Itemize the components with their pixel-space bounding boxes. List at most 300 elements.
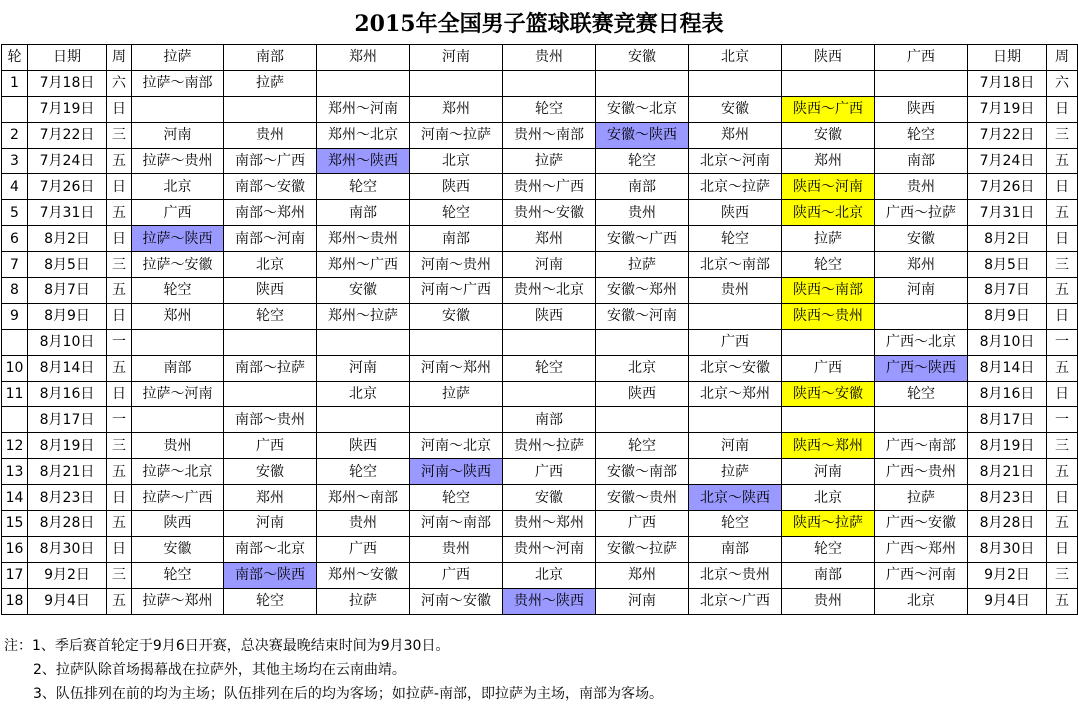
cell-shaanxi: 陕西～北京 xyxy=(782,200,875,226)
cell-nanbu: 南部～安徽 xyxy=(224,174,317,200)
cell-anhui xyxy=(596,407,689,433)
cell-date-right: 8月17日 xyxy=(968,407,1047,433)
cell-guizhou: 北京 xyxy=(503,562,596,588)
cell-shaanxi: 陕西～安徽 xyxy=(782,381,875,407)
cell-anhui: 安徽～广西 xyxy=(596,226,689,252)
cell-date: 8月16日 xyxy=(28,381,107,407)
cell-nanbu: 拉萨 xyxy=(224,70,317,96)
cell-henan: 河南～广西 xyxy=(410,278,503,304)
cell-henan: 南部 xyxy=(410,226,503,252)
cell-nanbu xyxy=(224,96,317,122)
cell-shaanxi: 郑州 xyxy=(782,148,875,174)
cell-guangxi: 广西～安徽 xyxy=(875,511,968,537)
cell-beijing: 贵州 xyxy=(689,278,782,304)
cell-weekday-right: 五 xyxy=(1047,355,1078,381)
header-team-nanbu: 南部 xyxy=(224,45,317,71)
cell-lasa: 拉萨～安徽 xyxy=(132,252,224,278)
cell-nanbu: 广西 xyxy=(224,433,317,459)
cell-beijing xyxy=(689,303,782,329)
cell-henan: 郑州 xyxy=(410,96,503,122)
cell-beijing: 广西 xyxy=(689,329,782,355)
cell-anhui: 轮空 xyxy=(596,433,689,459)
cell-zhengzhou: 轮空 xyxy=(317,174,410,200)
cell-guangxi: 南部 xyxy=(875,148,968,174)
cell-zhengzhou: 贵州 xyxy=(317,511,410,537)
cell-weekday: 五 xyxy=(107,588,132,614)
cell-zhengzhou: 郑州～陕西 xyxy=(317,148,410,174)
table-row xyxy=(2,200,1078,226)
cell-zhengzhou: 轮空 xyxy=(317,459,410,485)
cell-anhui: 河南 xyxy=(596,588,689,614)
cell-beijing: 安徽 xyxy=(689,96,782,122)
cell-shaanxi: 陕西～南部 xyxy=(782,278,875,304)
cell-weekday: 日 xyxy=(107,536,132,562)
cell-weekday-right: 六 xyxy=(1047,70,1078,96)
cell-lasa: 陕西 xyxy=(132,511,224,537)
cell-zhengzhou: 郑州～广西 xyxy=(317,252,410,278)
header-team-beijing: 北京 xyxy=(689,45,782,71)
table-row xyxy=(2,355,1078,381)
cell-weekday-right: 三 xyxy=(1047,562,1078,588)
cell-date-right: 9月2日 xyxy=(968,562,1047,588)
cell-lasa: 拉萨～陕西 xyxy=(132,226,224,252)
cell-weekday-right: 五 xyxy=(1047,278,1078,304)
cell-lasa: 拉萨～郑州 xyxy=(132,588,224,614)
cell-round: 4 xyxy=(2,174,28,200)
cell-date-right: 8月21日 xyxy=(968,459,1047,485)
cell-anhui: 安徽～郑州 xyxy=(596,278,689,304)
cell-lasa: 轮空 xyxy=(132,562,224,588)
cell-beijing xyxy=(689,70,782,96)
cell-guangxi: 广西～陕西 xyxy=(875,355,968,381)
cell-date: 8月5日 xyxy=(28,252,107,278)
cell-shaanxi: 陕西～郑州 xyxy=(782,433,875,459)
cell-weekday: 五 xyxy=(107,148,132,174)
cell-date: 9月2日 xyxy=(28,562,107,588)
cell-nanbu: 贵州 xyxy=(224,122,317,148)
cell-nanbu: 南部～河南 xyxy=(224,226,317,252)
cell-lasa: 轮空 xyxy=(132,278,224,304)
cell-guizhou xyxy=(503,70,596,96)
table-row xyxy=(2,562,1078,588)
cell-guizhou: 贵州～安徽 xyxy=(503,200,596,226)
cell-round: 14 xyxy=(2,485,28,511)
cell-lasa: 北京 xyxy=(132,174,224,200)
cell-date-right: 8月23日 xyxy=(968,485,1047,511)
table-row xyxy=(2,96,1078,122)
cell-lasa xyxy=(132,329,224,355)
cell-lasa: 拉萨～河南 xyxy=(132,381,224,407)
cell-guangxi xyxy=(875,70,968,96)
cell-nanbu: 轮空 xyxy=(224,303,317,329)
cell-guangxi: 贵州 xyxy=(875,174,968,200)
cell-guizhou: 轮空 xyxy=(503,355,596,381)
cell-weekday: 五 xyxy=(107,459,132,485)
cell-date-right: 8月19日 xyxy=(968,433,1047,459)
cell-beijing: 北京～安徽 xyxy=(689,355,782,381)
cell-nanbu: 郑州 xyxy=(224,485,317,511)
cell-shaanxi: 轮空 xyxy=(782,252,875,278)
cell-beijing: 南部 xyxy=(689,536,782,562)
cell-anhui: 南部 xyxy=(596,174,689,200)
cell-anhui: 陕西 xyxy=(596,381,689,407)
cell-zhengzhou: 河南 xyxy=(317,355,410,381)
cell-guangxi: 广西～拉萨 xyxy=(875,200,968,226)
cell-lasa xyxy=(132,96,224,122)
cell-henan: 轮空 xyxy=(410,200,503,226)
cell-anhui: 安徽～陕西 xyxy=(596,122,689,148)
cell-date: 7月24日 xyxy=(28,148,107,174)
header-team-guangxi: 广西 xyxy=(875,45,968,71)
cell-round: 18 xyxy=(2,588,28,614)
table-row xyxy=(2,278,1078,304)
cell-date-right: 9月4日 xyxy=(968,588,1047,614)
cell-nanbu: 南部～贵州 xyxy=(224,407,317,433)
cell-weekday-right: 日 xyxy=(1047,96,1078,122)
cell-henan xyxy=(410,70,503,96)
cell-nanbu xyxy=(224,329,317,355)
cell-guangxi xyxy=(875,303,968,329)
cell-date-right: 7月22日 xyxy=(968,122,1047,148)
cell-nanbu xyxy=(224,381,317,407)
cell-round xyxy=(2,329,28,355)
cell-zhengzhou: 郑州～河南 xyxy=(317,96,410,122)
cell-round: 11 xyxy=(2,381,28,407)
cell-lasa: 贵州 xyxy=(132,433,224,459)
note-3: 3、队伍排列在前的均为主场；队伍排列在后的均为客场；如拉萨-南部，即拉萨为主场，南部为客场。 xyxy=(33,686,663,702)
table-row xyxy=(2,329,1078,355)
page-title: 2015年全国男子篮球联赛竞赛日程表 xyxy=(354,10,724,37)
cell-henan: 安徽 xyxy=(410,303,503,329)
cell-date-right: 8月5日 xyxy=(968,252,1047,278)
cell-round: 5 xyxy=(2,200,28,226)
cell-date-right: 7月26日 xyxy=(968,174,1047,200)
cell-round: 12 xyxy=(2,433,28,459)
header-date: 日期 xyxy=(28,45,107,71)
cell-anhui: 安徽～河南 xyxy=(596,303,689,329)
cell-guizhou: 轮空 xyxy=(503,96,596,122)
header-team-anhui: 安徽 xyxy=(596,45,689,71)
cell-nanbu: 北京 xyxy=(224,252,317,278)
notes xyxy=(4,634,1074,706)
cell-weekday: 三 xyxy=(107,252,132,278)
cell-nanbu: 南部～北京 xyxy=(224,536,317,562)
cell-beijing xyxy=(689,407,782,433)
cell-beijing: 北京～河南 xyxy=(689,148,782,174)
cell-shaanxi: 拉萨 xyxy=(782,226,875,252)
cell-anhui: 拉萨 xyxy=(596,252,689,278)
cell-beijing: 轮空 xyxy=(689,511,782,537)
cell-date: 8月19日 xyxy=(28,433,107,459)
cell-weekday: 一 xyxy=(107,329,132,355)
cell-beijing: 北京～拉萨 xyxy=(689,174,782,200)
cell-guizhou: 贵州～陕西 xyxy=(503,588,596,614)
cell-anhui: 轮空 xyxy=(596,148,689,174)
header-round: 轮 xyxy=(2,45,28,71)
table-row xyxy=(2,70,1078,96)
cell-guizhou: 贵州～广西 xyxy=(503,174,596,200)
cell-lasa: 河南 xyxy=(132,122,224,148)
cell-date-right: 8月14日 xyxy=(968,355,1047,381)
cell-henan: 广西 xyxy=(410,562,503,588)
cell-shaanxi: 安徽 xyxy=(782,122,875,148)
cell-weekday-right: 日 xyxy=(1047,174,1078,200)
cell-henan: 河南～郑州 xyxy=(410,355,503,381)
cell-date: 8月9日 xyxy=(28,303,107,329)
cell-henan: 北京 xyxy=(410,148,503,174)
cell-anhui: 安徽～贵州 xyxy=(596,485,689,511)
cell-guangxi: 郑州 xyxy=(875,252,968,278)
cell-zhengzhou xyxy=(317,329,410,355)
table-row xyxy=(2,536,1078,562)
cell-beijing: 河南 xyxy=(689,433,782,459)
cell-date-right: 7月18日 xyxy=(968,70,1047,96)
cell-weekday-right: 日 xyxy=(1047,303,1078,329)
cell-lasa xyxy=(132,407,224,433)
cell-shaanxi: 河南 xyxy=(782,459,875,485)
header-team-lasa: 拉萨 xyxy=(132,45,224,71)
cell-nanbu: 安徽 xyxy=(224,459,317,485)
cell-guangxi: 广西～贵州 xyxy=(875,459,968,485)
cell-weekday: 日 xyxy=(107,381,132,407)
cell-round xyxy=(2,96,28,122)
cell-date-right: 7月24日 xyxy=(968,148,1047,174)
cell-weekday-right: 三 xyxy=(1047,122,1078,148)
cell-anhui: 安徽～拉萨 xyxy=(596,536,689,562)
cell-weekday-right: 五 xyxy=(1047,148,1078,174)
cell-shaanxi: 北京 xyxy=(782,485,875,511)
cell-date-right: 8月28日 xyxy=(968,511,1047,537)
cell-weekday-right: 三 xyxy=(1047,252,1078,278)
cell-guangxi: 安徽 xyxy=(875,226,968,252)
cell-zhengzhou: 广西 xyxy=(317,536,410,562)
cell-guangxi: 广西～北京 xyxy=(875,329,968,355)
note-2: 2、拉萨队除首场揭幕战在拉萨外，其他主场均在云南曲靖。 xyxy=(33,662,406,678)
cell-guizhou: 贵州～河南 xyxy=(503,536,596,562)
cell-zhengzhou: 郑州～安徽 xyxy=(317,562,410,588)
cell-beijing: 陕西 xyxy=(689,200,782,226)
cell-weekday: 一 xyxy=(107,407,132,433)
cell-henan: 贵州 xyxy=(410,536,503,562)
cell-shaanxi: 轮空 xyxy=(782,536,875,562)
header-date-right: 日期 xyxy=(968,45,1047,71)
cell-zhengzhou xyxy=(317,70,410,96)
cell-lasa: 广西 xyxy=(132,200,224,226)
cell-round: 2 xyxy=(2,122,28,148)
cell-shaanxi xyxy=(782,407,875,433)
header-weekday: 周 xyxy=(107,45,132,71)
cell-nanbu: 南部～拉萨 xyxy=(224,355,317,381)
table-row xyxy=(2,511,1078,537)
cell-weekday-right: 三 xyxy=(1047,433,1078,459)
cell-round: 1 xyxy=(2,70,28,96)
cell-shaanxi: 南部 xyxy=(782,562,875,588)
cell-date: 8月10日 xyxy=(28,329,107,355)
cell-lasa: 拉萨～广西 xyxy=(132,485,224,511)
cell-zhengzhou xyxy=(317,407,410,433)
cell-weekday: 日 xyxy=(107,303,132,329)
cell-henan: 河南～陕西 xyxy=(410,459,503,485)
table-row xyxy=(2,588,1078,614)
cell-guangxi: 轮空 xyxy=(875,122,968,148)
cell-weekday: 六 xyxy=(107,70,132,96)
cell-anhui: 安徽～南部 xyxy=(596,459,689,485)
cell-lasa: 安徽 xyxy=(132,536,224,562)
cell-date: 8月23日 xyxy=(28,485,107,511)
table-row xyxy=(2,148,1078,174)
cell-henan: 河南～北京 xyxy=(410,433,503,459)
cell-guizhou: 广西 xyxy=(503,459,596,485)
cell-date: 8月14日 xyxy=(28,355,107,381)
cell-nanbu: 河南 xyxy=(224,511,317,537)
cell-date: 8月30日 xyxy=(28,536,107,562)
cell-lasa: 拉萨～北京 xyxy=(132,459,224,485)
cell-beijing: 北京～南部 xyxy=(689,252,782,278)
cell-round: 16 xyxy=(2,536,28,562)
table-row xyxy=(2,122,1078,148)
cell-shaanxi: 广西 xyxy=(782,355,875,381)
table-row xyxy=(2,303,1078,329)
cell-anhui: 郑州 xyxy=(596,562,689,588)
cell-shaanxi: 贵州 xyxy=(782,588,875,614)
cell-date: 8月21日 xyxy=(28,459,107,485)
cell-round xyxy=(2,407,28,433)
schedule-body xyxy=(2,70,1078,614)
cell-lasa: 拉萨～贵州 xyxy=(132,148,224,174)
cell-guangxi: 拉萨 xyxy=(875,485,968,511)
cell-round: 15 xyxy=(2,511,28,537)
cell-guizhou: 陕西 xyxy=(503,303,596,329)
cell-round: 17 xyxy=(2,562,28,588)
cell-guizhou: 安徽 xyxy=(503,485,596,511)
header-team-henan: 河南 xyxy=(410,45,503,71)
cell-weekday: 日 xyxy=(107,96,132,122)
cell-zhengzhou: 南部 xyxy=(317,200,410,226)
cell-guangxi: 广西～河南 xyxy=(875,562,968,588)
table-row xyxy=(2,381,1078,407)
cell-henan xyxy=(410,407,503,433)
cell-weekday: 日 xyxy=(107,226,132,252)
table-row xyxy=(2,459,1078,485)
cell-shaanxi xyxy=(782,329,875,355)
cell-weekday: 五 xyxy=(107,278,132,304)
cell-date-right: 8月7日 xyxy=(968,278,1047,304)
cell-shaanxi: 陕西～河南 xyxy=(782,174,875,200)
cell-guizhou: 河南 xyxy=(503,252,596,278)
cell-date: 8月17日 xyxy=(28,407,107,433)
cell-zhengzhou: 郑州～南部 xyxy=(317,485,410,511)
cell-date: 8月7日 xyxy=(28,278,107,304)
cell-round: 8 xyxy=(2,278,28,304)
cell-weekday-right: 日 xyxy=(1047,226,1078,252)
cell-nanbu: 轮空 xyxy=(224,588,317,614)
cell-guizhou xyxy=(503,329,596,355)
cell-lasa: 郑州 xyxy=(132,303,224,329)
table-row xyxy=(2,252,1078,278)
cell-guizhou: 贵州～南部 xyxy=(503,122,596,148)
cell-round: 6 xyxy=(2,226,28,252)
cell-guizhou: 贵州～北京 xyxy=(503,278,596,304)
cell-round: 3 xyxy=(2,148,28,174)
cell-shaanxi: 陕西～广西 xyxy=(782,96,875,122)
cell-round: 7 xyxy=(2,252,28,278)
cell-guangxi: 轮空 xyxy=(875,381,968,407)
cell-anhui: 安徽～北京 xyxy=(596,96,689,122)
cell-round: 10 xyxy=(2,355,28,381)
table-row xyxy=(2,485,1078,511)
cell-date-right: 7月31日 xyxy=(968,200,1047,226)
cell-weekday: 三 xyxy=(107,433,132,459)
cell-beijing: 轮空 xyxy=(689,226,782,252)
cell-weekday-right: 一 xyxy=(1047,407,1078,433)
cell-zhengzhou: 郑州～拉萨 xyxy=(317,303,410,329)
cell-guangxi: 河南 xyxy=(875,278,968,304)
cell-shaanxi xyxy=(782,70,875,96)
cell-round: 9 xyxy=(2,303,28,329)
cell-beijing: 北京～陕西 xyxy=(689,485,782,511)
cell-date: 7月18日 xyxy=(28,70,107,96)
table-row xyxy=(2,174,1078,200)
cell-date: 7月31日 xyxy=(28,200,107,226)
cell-shaanxi: 陕西～拉萨 xyxy=(782,511,875,537)
cell-date-right: 7月19日 xyxy=(968,96,1047,122)
cell-henan: 河南～安徽 xyxy=(410,588,503,614)
cell-shaanxi: 陕西～贵州 xyxy=(782,303,875,329)
cell-henan: 轮空 xyxy=(410,485,503,511)
cell-date-right: 8月2日 xyxy=(968,226,1047,252)
cell-zhengzhou: 郑州～贵州 xyxy=(317,226,410,252)
cell-weekday: 五 xyxy=(107,355,132,381)
table-row xyxy=(2,226,1078,252)
header-team-guizhou: 贵州 xyxy=(503,45,596,71)
cell-guangxi: 广西～南部 xyxy=(875,433,968,459)
cell-zhengzhou: 北京 xyxy=(317,381,410,407)
cell-weekday-right: 五 xyxy=(1047,588,1078,614)
cell-zhengzhou: 安徽 xyxy=(317,278,410,304)
cell-guizhou: 南部 xyxy=(503,407,596,433)
cell-weekday: 三 xyxy=(107,562,132,588)
header-team-shaanxi: 陕西 xyxy=(782,45,875,71)
cell-anhui: 广西 xyxy=(596,511,689,537)
cell-beijing: 北京～郑州 xyxy=(689,381,782,407)
cell-guizhou: 拉萨 xyxy=(503,148,596,174)
cell-zhengzhou: 郑州～北京 xyxy=(317,122,410,148)
cell-anhui xyxy=(596,329,689,355)
cell-weekday: 日 xyxy=(107,485,132,511)
cell-weekday-right: 日 xyxy=(1047,381,1078,407)
cell-round: 13 xyxy=(2,459,28,485)
cell-weekday-right: 五 xyxy=(1047,200,1078,226)
cell-nanbu: 南部～陕西 xyxy=(224,562,317,588)
header-team-zhengzhou: 郑州 xyxy=(317,45,410,71)
cell-nanbu: 南部～广西 xyxy=(224,148,317,174)
cell-henan: 河南～拉萨 xyxy=(410,122,503,148)
cell-lasa: 南部 xyxy=(132,355,224,381)
cell-date-right: 8月10日 xyxy=(968,329,1047,355)
cell-weekday-right: 五 xyxy=(1047,459,1078,485)
cell-date: 7月26日 xyxy=(28,174,107,200)
cell-weekday-right: 日 xyxy=(1047,536,1078,562)
cell-henan: 拉萨 xyxy=(410,381,503,407)
cell-guangxi: 陕西 xyxy=(875,96,968,122)
cell-weekday-right: 日 xyxy=(1047,485,1078,511)
cell-date: 8月2日 xyxy=(28,226,107,252)
cell-guizhou: 贵州～拉萨 xyxy=(503,433,596,459)
cell-henan: 河南～南部 xyxy=(410,511,503,537)
cell-weekday: 三 xyxy=(107,122,132,148)
cell-henan: 河南～贵州 xyxy=(410,252,503,278)
cell-beijing: 郑州 xyxy=(689,122,782,148)
